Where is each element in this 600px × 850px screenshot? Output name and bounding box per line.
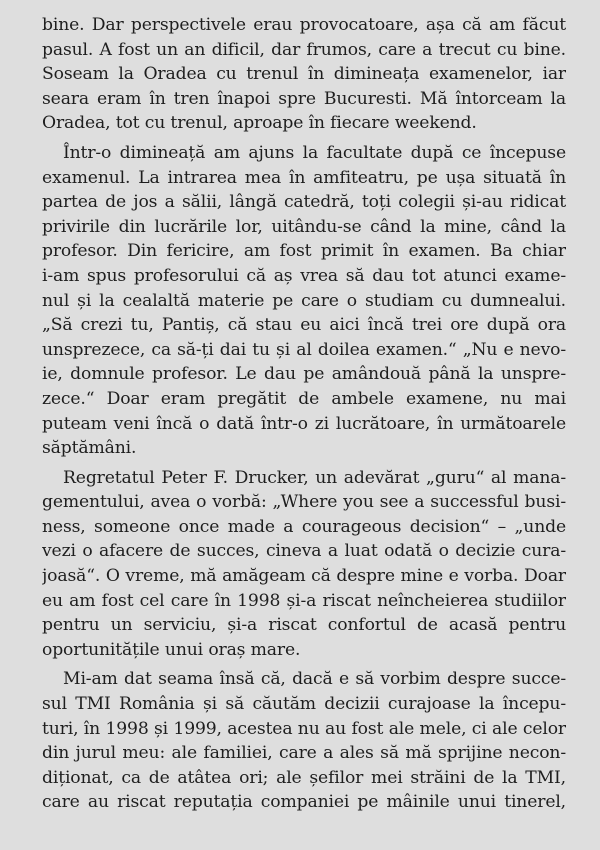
- text-line: oportunitățile unui oraș mare.: [42, 639, 301, 660]
- text-line: profesor. Din fericire, am fost primit în examen. Ba chiar: [42, 241, 566, 262]
- text-line: pasul. A fost un an dificil, dar frumos, care a trecut cu bine.: [42, 39, 566, 60]
- body-text: [42, 13, 566, 820]
- paragraph-3: [42, 466, 566, 663]
- text-line: Oradea, tot cu trenul, aproape în fiecare weekend.: [42, 113, 477, 134]
- paragraph-2: [42, 141, 566, 461]
- text-line: partea de jos a sălii, lângă catedră, toți colegii și-au ridicat: [42, 192, 566, 213]
- text-line: eu am fost cel care în 1998 și-a riscat neîncheierea studiilor: [42, 590, 566, 611]
- paragraph-4: [42, 667, 566, 815]
- text-line: sul TMI România și să căutăm decizii curajoase la începu-: [42, 694, 566, 715]
- text-line: turi, în 1998 și 1999, acestea nu au fost ale mele, ci ale celor: [42, 718, 566, 739]
- paragraph-1: [42, 13, 566, 136]
- text-line: nul și la cealaltă materie pe care o studiam cu dumnealui.: [42, 290, 566, 311]
- text-line: joasă“. O vreme, mă amăgeam că despre mine e vorba. Doar: [42, 566, 566, 587]
- text-line: vezi o afacere de succes, cineva a luat odată o decizie cura-: [42, 541, 566, 562]
- text-line: Regretatul Peter F. Drucker, un adevărat „guru“ al mana-: [63, 467, 566, 488]
- text-line: bine. Dar perspectivele erau provocatoare, așa că am făcut: [42, 15, 566, 35]
- text-line: Într-o dimineață am ajuns la facultate după ce începuse: [63, 142, 566, 163]
- text-line: privirile din lucrările lor, uitându-se când la mine, când la: [42, 216, 566, 237]
- text-line: diționat, ca de atâtea ori; ale șefilor mei străini de la TMI,: [42, 767, 566, 788]
- text-line: Soseam la Oradea cu trenul în dimineața examenelor, iar: [42, 64, 566, 85]
- text-line: gementului, avea o vorbă: „Where you see a successful busi-: [42, 492, 566, 513]
- text-line: unsprezece, ca să-ți dai tu și al doilea examen.“ „Nu e nevo-: [42, 339, 566, 360]
- text-line: ness, someone once made a courageous decision“ – „unde: [42, 516, 566, 537]
- text-line: „Să crezi tu, Pantiș, că stau eu aici încă trei ore după ora: [42, 315, 566, 336]
- text-line: pentru un serviciu, și-a riscat confortul de acasă pentru: [42, 615, 566, 636]
- text-line: seara eram în tren înapoi spre Bucuresti. Mă întorceam la: [42, 88, 566, 109]
- text-line: Mi-am dat seama însă că, dacă e să vorbim despre succe-: [63, 669, 566, 690]
- text-line: examenul. La intrarea mea în amfiteatru, pe ușa situată în: [42, 167, 566, 188]
- text-line: care au riscat reputația companiei pe mâinile unui tinerel,: [42, 792, 566, 813]
- text-line: i-am spus profesorului că aș vrea să dau tot atunci exame-: [42, 265, 566, 286]
- text-line: ie, domnule profesor. Le dau pe amândouă până la unspre-: [42, 364, 566, 385]
- text-line: din jurul meu: ale familiei, care a ales să mă sprijine necon-: [42, 743, 566, 764]
- text-line: săptămâni.: [42, 438, 137, 459]
- text-line: puteam veni încă o dată într-o zi lucrătoare, în următoarele: [42, 413, 566, 434]
- text-line: zece.“ Doar eram pregătit de ambele examene, nu mai: [42, 388, 566, 409]
